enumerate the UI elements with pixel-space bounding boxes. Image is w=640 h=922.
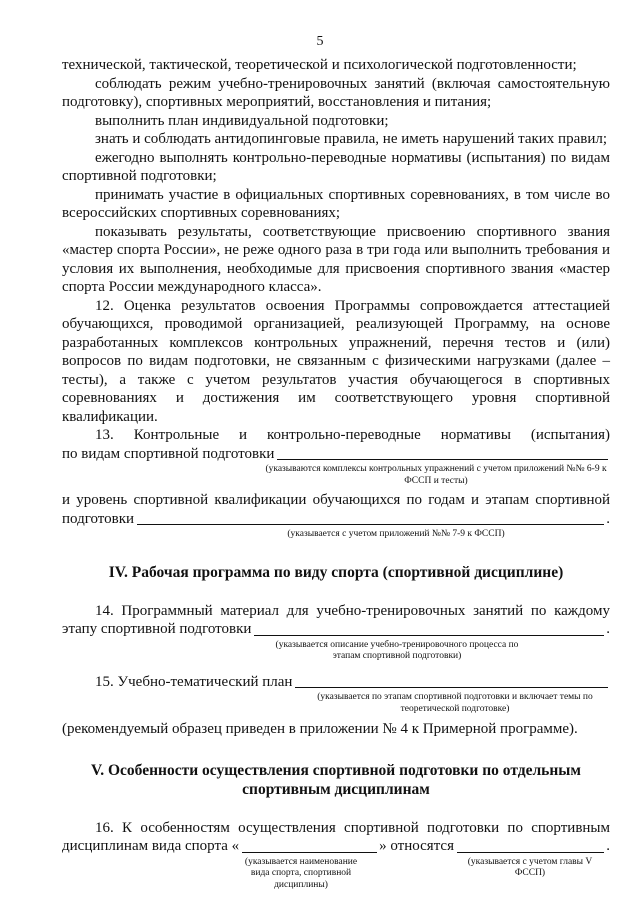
item-13-label: по видам спортивной подготовки [62,445,275,462]
section-5-heading: V. Особенности осуществления спортивной подготовки по отдельным спортивным дисциплинам [91,761,581,798]
document-body [62,56,610,891]
blank-line [277,446,608,460]
item-13-note: (указывается с учетом приложений №№ 7-9 к ФССП) [287,529,505,539]
item-15-note: (указывается по этапам спортивной подготовки и включает темы по теоретической подготовке) [317,692,593,714]
paragraph: ежегодно выполнять контрольно-переводные нормативы (испытания) по видам спортивной подготовки; [62,149,610,184]
section-4-heading: IV. Рабочая программа по виду спорта (спортивной дисциплине) [108,563,564,581]
item-16-label: дисциплинам вида спорта « [62,838,240,854]
blank-line [457,839,604,853]
blank-line [295,674,608,688]
item-16-notes [62,856,610,892]
blank-line [137,511,604,525]
item-14-line: 14. Программный материал для учебно-тренировочных занятий по каждому [95,602,610,619]
item-16-note-left: (указывается наименование вида спорта, спортивной дисциплины) [244,856,358,890]
page-number: 5 [316,34,324,49]
paragraph: показывать результаты, соответствующие присвоению спортивного звания «мастер спорта России», не реже одного раза в три года или выполнить требования и условия их выполнения, необходимые для присвоения спортивного звания «мастер спорта России международного класса». [62,223,610,295]
item-13-end: . [606,510,610,527]
item-16-label: » относятся [379,838,454,854]
item-13-label: подготовки [62,510,135,527]
blank-line [242,839,377,853]
paragraph: выполнить план индивидуальной подготовки; [95,112,389,129]
item-16-end: . [606,838,610,854]
paragraph: знать и соблюдать антидопинговые правила, не иметь нарушений таких правил; [95,131,607,147]
blank-line [254,622,604,636]
item-14-end: . [606,621,610,637]
item-15-fill-row [62,673,610,692]
paragraph: принимать участие в официальных спортивных соревнованиях, в том числе во всероссийских спортивных соревнованиях; [62,186,610,221]
item-15-label: 15. Учебно-тематический план [95,673,293,690]
item-14-label: этапу спортивной подготовки [62,621,252,637]
item-13-note: (указываются комплексы контрольных упражнений с учетом приложений №№ 6-9 к ФССП и тесты) [265,464,607,486]
item-15-tail: (рекомендуемый образец приведен в приложении № 4 к Примерной программе). [62,721,578,737]
item-16-note-right: (указывается с учетом главы V ФССП) [467,856,593,878]
paragraph: технической, тактической, теоретической и психологической подготовленности; [62,57,577,73]
item-14-note: (указывается описание учебно-тренировочного процесса по этапам спортивной подготовки) [275,639,519,661]
item-13-fill-row [62,510,610,529]
item-14-fill-row [62,620,610,639]
item-13-line: и уровень спортивной квалификации обучающихся по годам и этапам спортивной [62,492,610,508]
paragraph-12: 12. Оценка результатов освоения Программы сопровождается аттестацией обучающихся, проводимой организацией, реализующей Программу, на основе разработанных комплексов контрольных упражнений, перечня тестов и (или) вопросов по видам подготовки, не связанным с физическими нагрузками (далее – тесты), а также с учетом результатов участия обучающегося в спортивных соревнованиях и достижения им соответствующего уровня спортивной квалификации. [62,297,610,425]
item-16-fill-row [62,837,610,856]
item-13-line: 13. Контрольные и контрольно-переводные нормативы (испытания) [95,427,610,443]
item-16-line: 16. К особенностям осуществления спортивной подготовки по спортивным [95,819,610,836]
item-13-fill-row [62,445,610,464]
paragraph: соблюдать режим учебно-тренировочных занятий (включая самостоятельную подготовку), спортивных мероприятий, восстановления и питания; [62,75,610,110]
